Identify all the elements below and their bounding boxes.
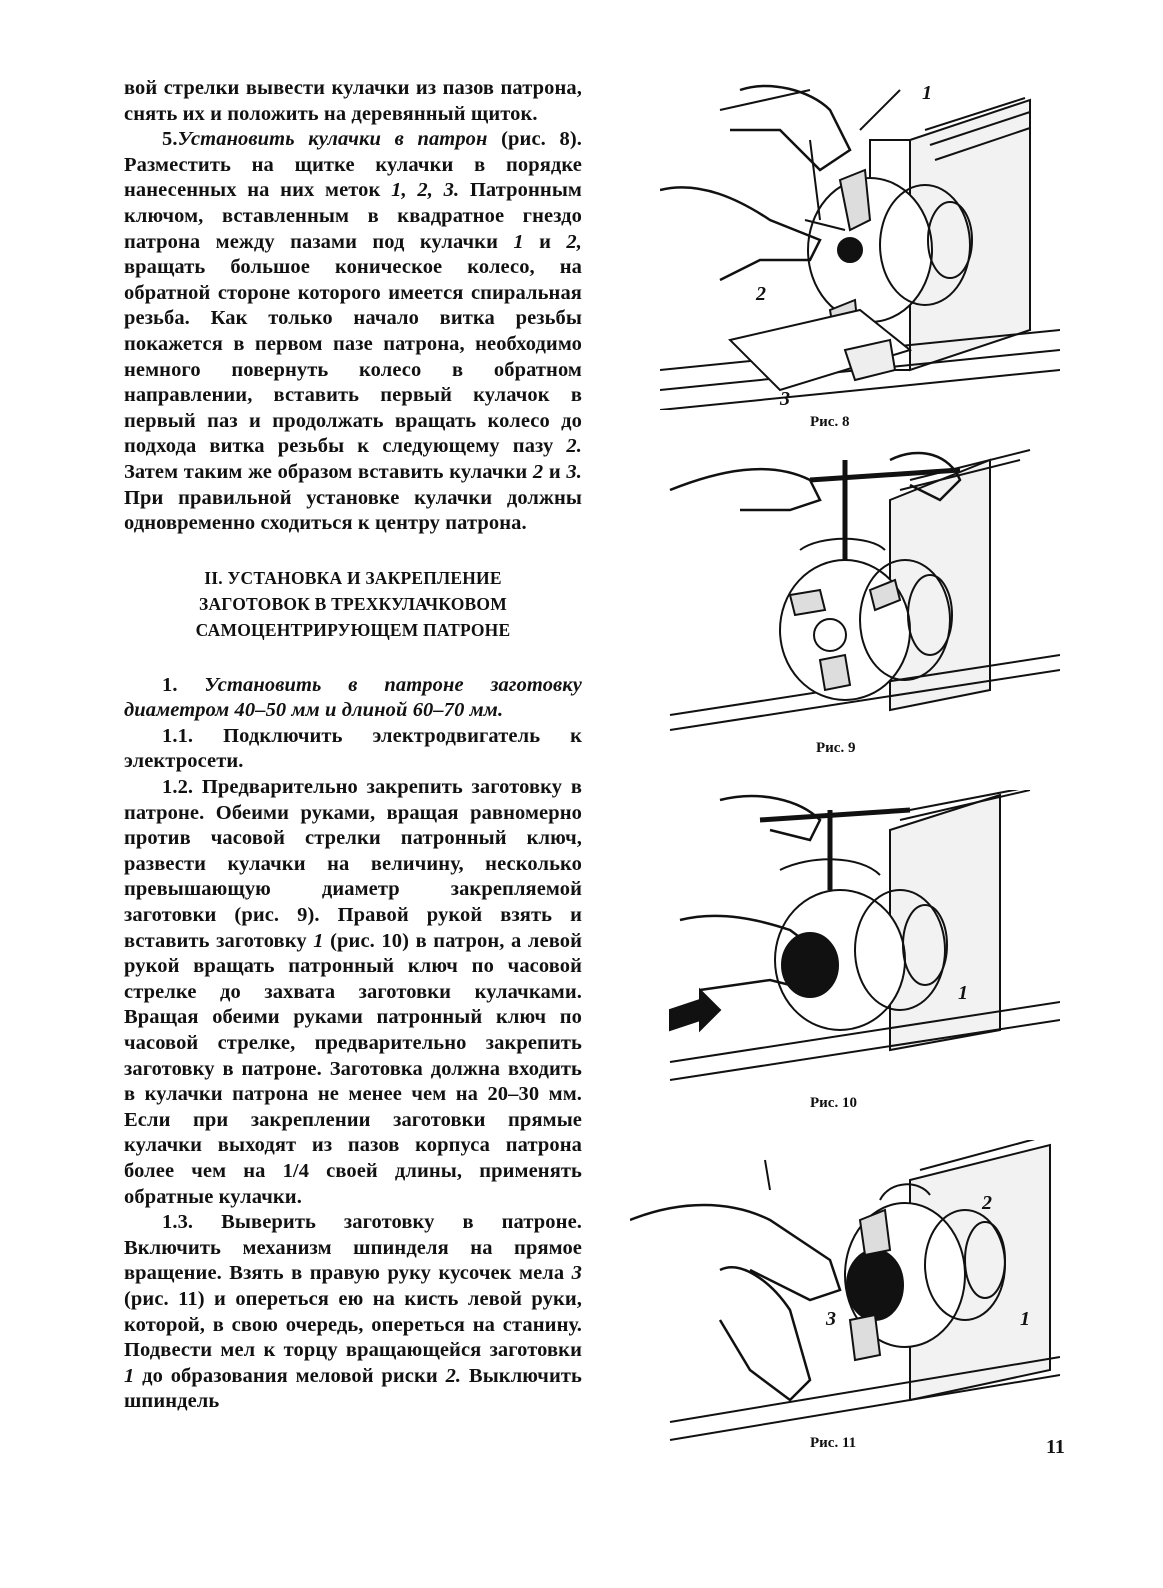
figure-11-illustration xyxy=(630,1140,1060,1445)
fig9-caption: Рис. 9 xyxy=(816,740,856,756)
paragraph-step-5: 5.Установить кулачки в патрон (рис. 8). Разместить на щитке кулачки в порядке нанесенных на них меток 1, 2, 3. Патронным ключом, вставленным в квадратное гнездо патрона между пазами под кулачки 1 и 2, вращать большое коническое колесо, на обратной стороне которого имеется спиральная резьба. Как только начало витка резьбы покажется в первом пазе патрона, необходимо немного повернуть колесо в обратном направлении, вставить первый кулачок в первый паз и продолжать вращать колесо до подхода витка резьбы к следующему пазу 2. Затем таким же образом вставить кулачки 2 и 3. При правильной установке кулачки должны одновременно сходиться к центру патрона. xyxy=(124,128,583,535)
paragraph-step-1-3: 1.3. Выверить заготовку в патроне. Включить механизм шпинделя на прямое вращение. Взять в правую руку кусочек мела 3 (рис. 11) и опереться ею на кисть левой руки, которой, в свою очередь, опереться на станину. Подвести мел к торцу вращающейся заготовки 1 до образования меловой риски 2. Выключить шпиндель xyxy=(124,1211,582,1413)
fig11-label-3: 3 xyxy=(826,1308,836,1330)
paragraph-step-1: 1. Установить в патроне заготовку диаметром 40–50 мм и длиной 60–70 мм. xyxy=(124,673,582,722)
fig8-label-2: 2 xyxy=(756,283,766,305)
figure-10 xyxy=(660,790,1060,1120)
figure-8-illustration xyxy=(660,70,1060,410)
fig11-label-2: 2 xyxy=(982,1192,992,1214)
figure-9 xyxy=(660,440,1060,760)
figure-11 xyxy=(630,1140,1060,1470)
paragraph-continuation: вой стрелки вывести кулачки из пазов патрона, снять их и положить на деревянный щиток. xyxy=(124,77,582,125)
figure-8 xyxy=(660,70,1060,440)
fig8-label-1: 1 xyxy=(922,82,932,104)
fig10-caption: Рис. 10 xyxy=(810,1095,857,1111)
paragraph-step-1-1: 1.1. Подключить электродвигатель к электросети. xyxy=(124,724,582,773)
fig10-label-1: 1 xyxy=(958,982,968,1004)
fig8-caption: Рис. 8 xyxy=(810,414,850,430)
paragraph-step-1-2: 1.2. Предварительно закрепить заготовку в патроне. Обеими руками, вращая равномерно против часовой стрелки патронный ключ, развести кулачки на величину, несколько превышающую диаметр закрепляемой заготовки (рис. 9). Правой рукой взять и вставить заготовку 1 (рис. 10) в патрон, а левой рукой вращать патронный ключ по часовой стрелке до захвата заготовки кулачками. Вращая обеими руками патронный ключ по часовой стрелке, предварительно закрепить заготовку в патроне. Заготовка должна входить в кулачки патрона не менее чем на 20–30 мм. Если при закреплении заготовки прямые кулачки выходят из пазов корпуса патрона более чем на 1/4 своей длины, применять обратные кулачки. xyxy=(124,776,582,1208)
figure-10-illustration xyxy=(660,790,1060,1090)
figure-9-illustration xyxy=(660,440,1060,735)
text-column xyxy=(124,76,582,1415)
section-heading: II. УСТАНОВКА И ЗАКРЕПЛЕНИЕ ЗАГОТОВОК В ТРЕХКУЛАЧКОВОМ САМОЦЕНТРИРУЮЩЕМ ПАТРОНЕ xyxy=(195,567,511,640)
fig11-caption: Рис. 11 xyxy=(810,1435,857,1451)
page-number: 11 xyxy=(1046,1436,1065,1458)
fig8-label-3: 3 xyxy=(780,388,790,410)
fig11-label-1: 1 xyxy=(1020,1308,1030,1330)
